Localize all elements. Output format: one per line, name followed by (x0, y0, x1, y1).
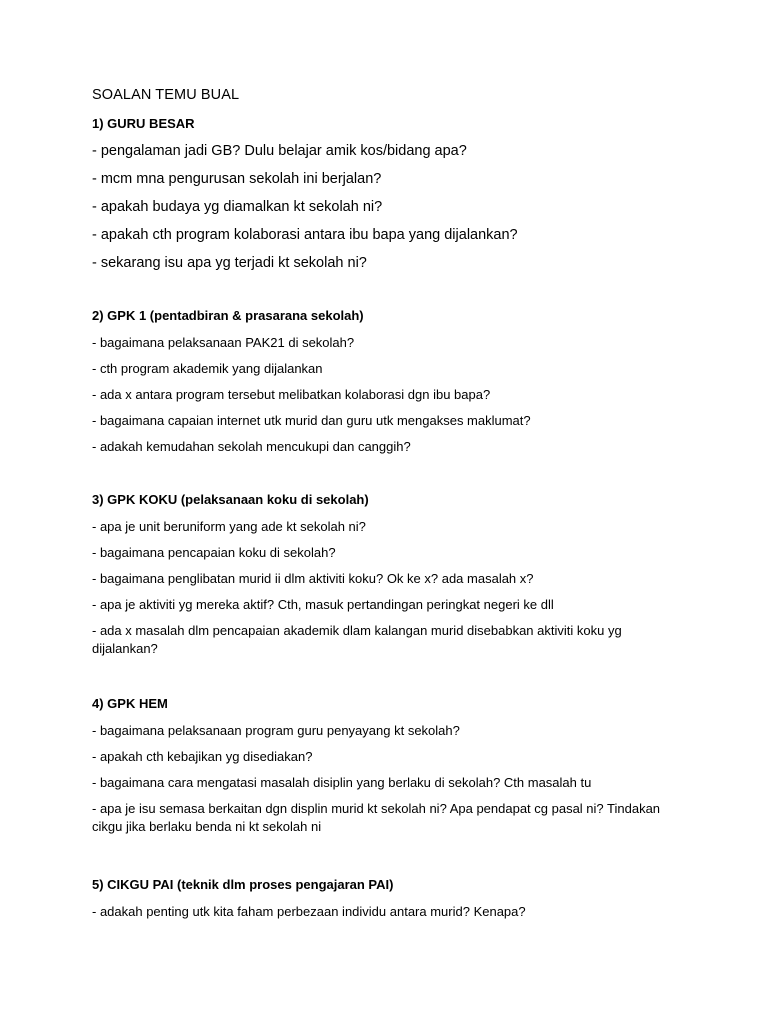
section-guru-besar (92, 116, 692, 273)
question-item: - cth program akademik yang dijalankan (92, 361, 323, 376)
question-item: - bagaimana penglibatan murid ii dlm aktiviti koku? Ok ke x? ada masalah x? (92, 571, 534, 586)
section-cikgu-pai (92, 877, 692, 921)
question-item: - adakah penting utk kita faham perbezaan individu antara murid? Kenapa? (92, 904, 526, 919)
question-item: - apa je isu semasa berkaitan dgn displin murid kt sekolah ni? Apa pendapat cg pasal ni? Tindakan cikgu jika berlaku benda ni kt sekolah ni (92, 801, 661, 834)
question-item: - bagaimana pelaksanaan program guru penyayang kt sekolah? (92, 723, 460, 738)
question-item: - ada x antara program tersebut melibatkan kolaborasi dgn ibu bapa? (92, 387, 491, 402)
section-heading: 3) GPK KOKU (pelaksanaan koku di sekolah) (92, 492, 369, 507)
question-item: - ada x masalah dlm pencapaian akademik dlam kalangan murid disebabkan aktiviti koku yg dijalankan? (92, 623, 622, 656)
document-title: SOALAN TEMU BUAL (92, 87, 240, 103)
section-heading: 4) GPK HEM (92, 696, 168, 711)
question-item: - pengalaman jadi GB? Dulu belajar amik kos/bidang apa? (92, 143, 467, 159)
question-item: - bagaimana pelaksanaan PAK21 di sekolah? (92, 335, 355, 350)
question-item: - bagaimana pencapaian koku di sekolah? (92, 545, 336, 560)
question-item: - apa je unit beruniform yang ade kt sekolah ni? (92, 519, 366, 534)
question-item: - apa je aktiviti yg mereka aktif? Cth, masuk pertandingan peringkat negeri ke dll (92, 597, 554, 612)
section-gpk-hem (92, 696, 692, 836)
question-item: - bagaimana capaian internet utk murid dan guru utk mengakses maklumat? (92, 413, 531, 428)
section-gpk-1 (92, 308, 692, 456)
question-item: - mcm mna pengurusan sekolah ini berjalan? (92, 171, 382, 187)
section-heading: 1) GURU BESAR (92, 116, 195, 131)
section-heading: 5) CIKGU PAI (teknik dlm proses pengajaran PAI) (92, 877, 394, 892)
section-gpk-koku (92, 492, 692, 658)
question-item: - apakah budaya yg diamalkan kt sekolah ni? (92, 199, 383, 215)
question-item: - apakah cth kebajikan yg disediakan? (92, 749, 313, 764)
question-item: - apakah cth program kolaborasi antara ibu bapa yang dijalankan? (92, 227, 518, 243)
question-item: - sekarang isu apa yg terjadi kt sekolah ni? (92, 255, 367, 271)
question-item: - adakah kemudahan sekolah mencukupi dan canggih? (92, 439, 411, 454)
section-heading: 2) GPK 1 (pentadbiran & prasarana sekolah) (92, 308, 364, 323)
question-item: - bagaimana cara mengatasi masalah disiplin yang berlaku di sekolah? Cth masalah tu (92, 775, 592, 790)
